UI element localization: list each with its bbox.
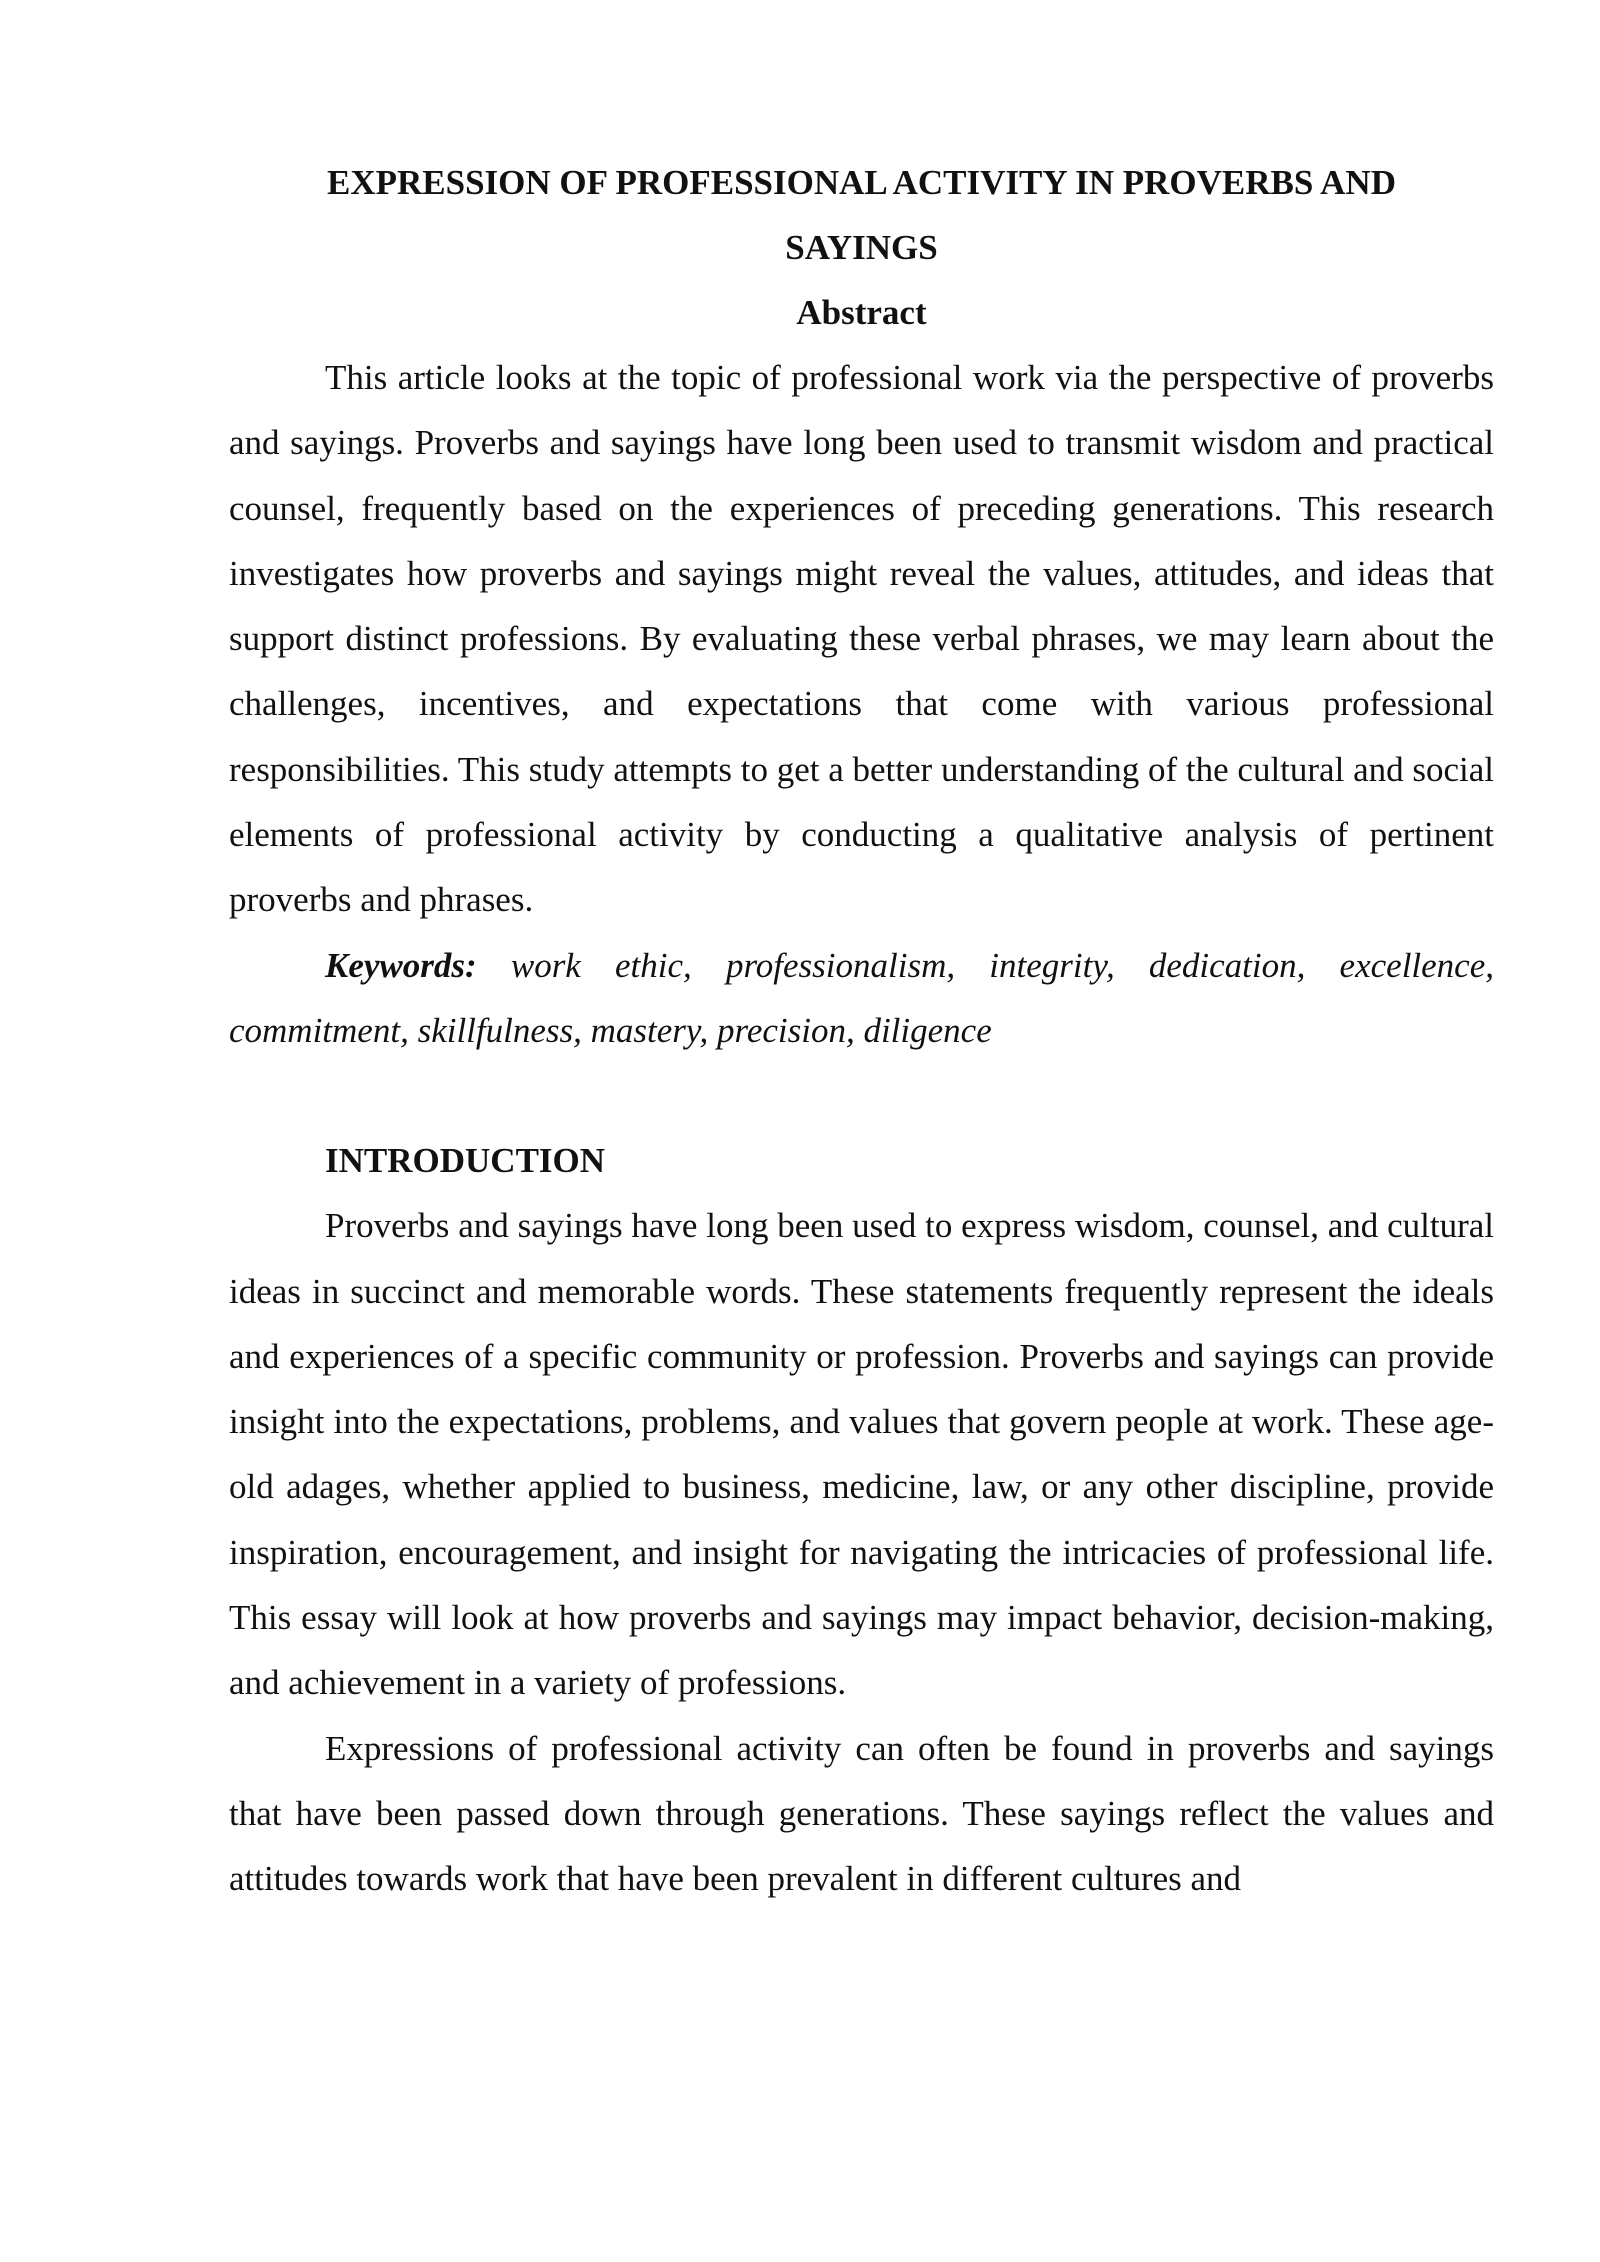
paper-page [229, 150, 1494, 1912]
introduction-heading: INTRODUCTION [325, 1141, 606, 1181]
keywords [229, 933, 1494, 1064]
abstract-text: This article looks at the topic of professional work via the perspective of proverbs and sayings. Proverbs and sayings have long been used to transmit wisdom and practical counsel, frequently based on the experiences of preceding generations. This research investigates how proverbs and sayings might reveal the values, attitudes, and ideas that support distinct professions. By evaluating these verbal phrases, we may learn about the challenges, incentives, and expectations that come with various professional responsibilities. This study attempts to get a better understanding of the cultural and social elements of professional activity by conducting a qualitative analysis of pertinent proverbs and phrases. [229, 358, 1494, 920]
keywords-label: Keywords: [325, 945, 477, 985]
paper-title: EXPRESSION OF PROFESSIONAL ACTIVITY IN PROVERBS AND SAYINGS [326, 163, 1396, 267]
intro-paragraph-1: Proverbs and sayings have long been used to express wisdom, counsel, and cultural ideas in succinct and memorable words. These statements frequently represent the ideals and experiences of a specific community or profession. Proverbs and sayings can provide insight into the expectations, problems, and values that govern people at work. These age-old adages, whether applied to business, medicine, law, or any other discipline, provide inspiration, encouragement, and insight for navigating the intricacies of professional life. This essay will look at how proverbs and sayings may impact behavior, decision-making, and achievement in a variety of professions. [229, 1206, 1494, 1703]
keywords-text: work ethic, professionalism, integrity, dedication, excellence, commitment, skillfulness, mastery, precision, diligence [229, 945, 1495, 1050]
intro-paragraph-2: Expressions of professional activity can often be found in proverbs and sayings that have been passed down through generations. These sayings reflect the values and attitudes towards work that have been prevalent in different cultures and [229, 1728, 1494, 1899]
abstract-heading: Abstract [796, 293, 927, 332]
